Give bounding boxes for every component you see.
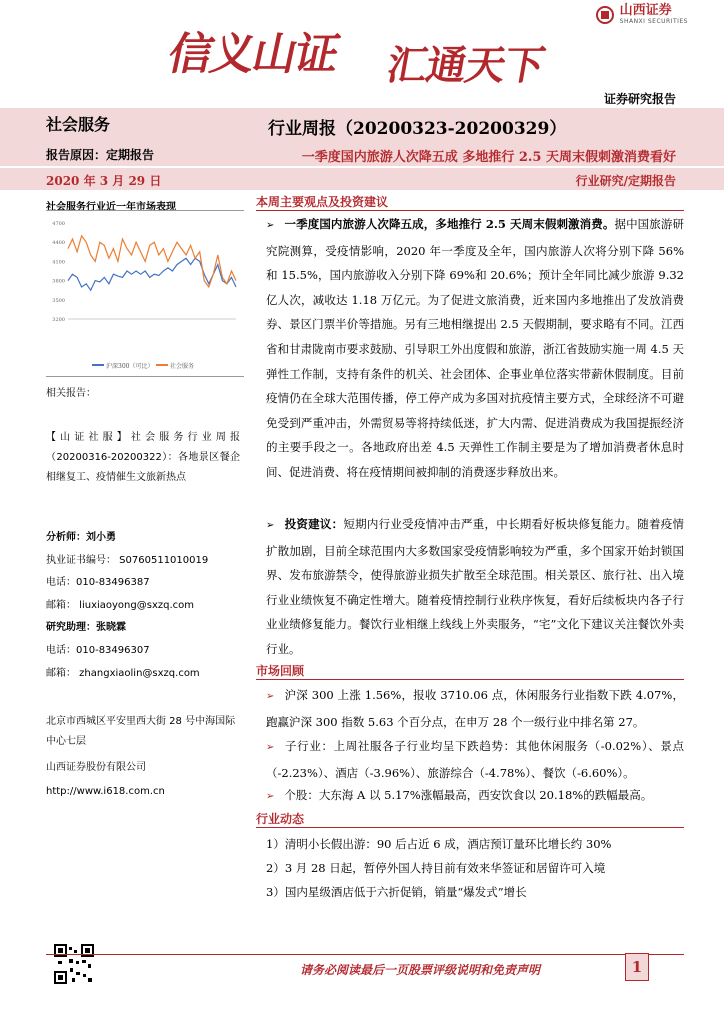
section-title-market: 市场回顾 <box>256 664 305 678</box>
report-title: 行业周报（20200323-20200329） <box>268 119 567 139</box>
arrow-bullet-icon: ➢ <box>266 520 275 531</box>
section-title-views: 本周主要观点及投资建议 <box>256 195 389 209</box>
company-address: 北京市西城区平安里西大街 28 号中海国际中心七层 <box>46 716 236 747</box>
arrow-bullet-icon: ➢ <box>266 691 275 702</box>
page-number: 1 <box>625 953 649 981</box>
paragraph-lead: 一季度国内旅游人次降五成，多地推行 2.5 天周末假刺激消费。 <box>284 217 615 231</box>
slogan-part2: 汇通天下 <box>383 42 548 89</box>
arrow-bullet-icon: ➢ <box>266 791 275 802</box>
market-item-stocks <box>266 783 684 810</box>
report-date: 2020 年 3 月 29 日 <box>46 174 162 188</box>
market-item-index <box>266 683 684 734</box>
analyst-license: 执业证书编号： S0760511010019 <box>46 555 209 566</box>
y-tick-label: 4700 <box>52 221 65 227</box>
report-reason: 报告原因：定期报告 <box>46 148 155 162</box>
section-title-news: 行业动态 <box>256 812 305 826</box>
arrow-bullet-icon: ➢ <box>266 220 275 231</box>
company-name: 山西证券股份有限公司 <box>46 762 146 773</box>
arrow-bullet-icon: ➢ <box>266 742 275 753</box>
report-type: 证券研究报告 <box>603 92 676 106</box>
y-tick-label: 3500 <box>52 297 65 304</box>
logo-text-cn: 山西证券 <box>619 3 672 18</box>
footer-divider <box>46 954 684 955</box>
report-subtitle: 一季度国内旅游人次降五成 多地推行 2.5 天周末假刺激消费看好 <box>301 150 676 165</box>
market-item-subsector <box>266 734 684 785</box>
section-divider <box>256 210 684 211</box>
y-tick-label: 3200 <box>52 317 65 323</box>
logo-emblem-icon <box>596 6 614 24</box>
y-tick-label: 4400 <box>52 240 65 247</box>
disclaimer-text: 请务必阅读最后一页股票评级说明和免责声明 <box>300 963 541 977</box>
section-divider <box>256 679 684 680</box>
news-item: 1）清明小长假出游：90 后占近 6 成，酒店预订量环比增长约 30% <box>266 837 612 851</box>
slogan-part1: 信义山证 <box>163 29 343 80</box>
analyst-name: 分析师：刘小勇 <box>46 532 116 543</box>
assistant-email[interactable]: 邮箱： zhangxiaolin@sxzq.com <box>46 668 200 679</box>
company-logo <box>596 4 688 25</box>
news-item: 3）国内星级酒店低于六折促销，销量“爆发式”增长 <box>266 885 527 899</box>
paragraph-weekly-view <box>266 212 684 485</box>
series-line-csi300 <box>68 258 236 290</box>
chart-title: 社会服务行业近一年市场表现 <box>46 202 176 213</box>
legend-label-sector: 社会服务 <box>170 363 195 370</box>
report-category: 行业研究/定期报告 <box>575 174 676 188</box>
market-chart <box>46 210 244 377</box>
analyst-email[interactable]: 邮箱： liuxiaoyong@sxzq.com <box>46 600 194 611</box>
legend-label-csi300: 沪深300（可比） <box>106 363 154 370</box>
market-text: 子行业：上周社服各子行业均呈下跌趋势：其他休闲服务（-0.02%）、景点（-2.23%）、酒店（-3.96%）、旅游综合（-4.78%）、餐饮（-6.60%）。 <box>266 739 684 780</box>
assistant-phone: 电话：010-83496307 <box>46 645 150 656</box>
y-tick-label: 4100 <box>52 259 65 266</box>
market-text: 沪深 300 上涨 1.56%，报收 3710.06 点，休闲服务行业指数下跌 4.07%，跑赢沪深 300 指数 5.63 个百分点，在申万 28 个一级行业中排名第 27。 <box>266 688 684 729</box>
section-divider <box>256 827 684 828</box>
paragraph-lead: 投资建议： <box>284 517 344 531</box>
assistant-name: 研究助理：张晓霖 <box>46 622 126 633</box>
sector-name: 社会服务 <box>46 115 111 134</box>
paragraph-body: 短期内行业受疫情冲击严重，中长期看好板块修复能力。随着疫情扩散加剧，目前全球范围内大多数国家受疫情影响较为严重，多个国家开始封锁国界、发布旅游禁令，使得旅游业损失扩散至全球范围。相关景区、旅行社、出入境行业业绩恢复不确定性增大。随着疫情控制行业秩序恢复，看好后续板块内各子行业业绩修复能力。餐饮行业相继上线线上外卖服务，“宅”文化下建议关注餐饮外卖行业。 <box>266 517 685 656</box>
market-text: 个股：大东海 A 以 5.17%涨幅最高，西安饮食以 20.18%的跌幅最高。 <box>284 788 653 802</box>
company-website[interactable]: http://www.i618.com.cn <box>46 786 165 797</box>
news-item: 2）3 月 28 日起，暂停外国人持目前有效来华签证和居留许可入境 <box>266 861 606 875</box>
paragraph-investment <box>266 512 684 662</box>
paragraph-body: 据中国旅游研究院测算，受疫情影响，2020 年一季度及全年，国内旅游人次将分别下降 56%和 15.5%，国内旅游收入分别下降 69%和 20.6%；预计全年同比减少旅游 9.32 亿人次，减收达 1.18 万亿元。为了促进文旅消费，近来国内多地推出了发放消费券、景区门票半价等措施。另有三地相继提出 2.5 天假期制，要求略有不同。江西省和甘肃陇南市要求鼓励、引导职工外出度假和旅游，浙江省鼓励实施一周 4.5 天弹性工作制，支持有条件的机关、社会团体、企事业单位落实带薪休假制度。目前疫情仍在全球大范围传播，停工停产成为多国对抗疫情主要方式，全球经济不可避免受到严重冲击，外需贸易等将持续低迷，扩大内需、促进消费成为我国提振经济的主要手段之一。各地政府出差 4.5 天弹性工作制主要是为了增加消费者休息时间、促进消费、将在疫情期间被抑制的消费逐步释放出来。 <box>266 217 684 479</box>
y-tick-label: 3800 <box>52 278 65 285</box>
chart-svg <box>46 211 244 376</box>
related-report-link[interactable]: 【山证社服】社会服务行业周报（20200316-20200322）：各地景区餐企相继复工、疫情催生文旅新热点 <box>46 432 240 483</box>
analyst-phone: 电话：010-83496387 <box>46 577 150 588</box>
related-label: 相关报告： <box>46 388 96 399</box>
qr-code-icon <box>54 944 94 984</box>
logo-text-en: SHANXI SECURITIES <box>619 18 688 25</box>
